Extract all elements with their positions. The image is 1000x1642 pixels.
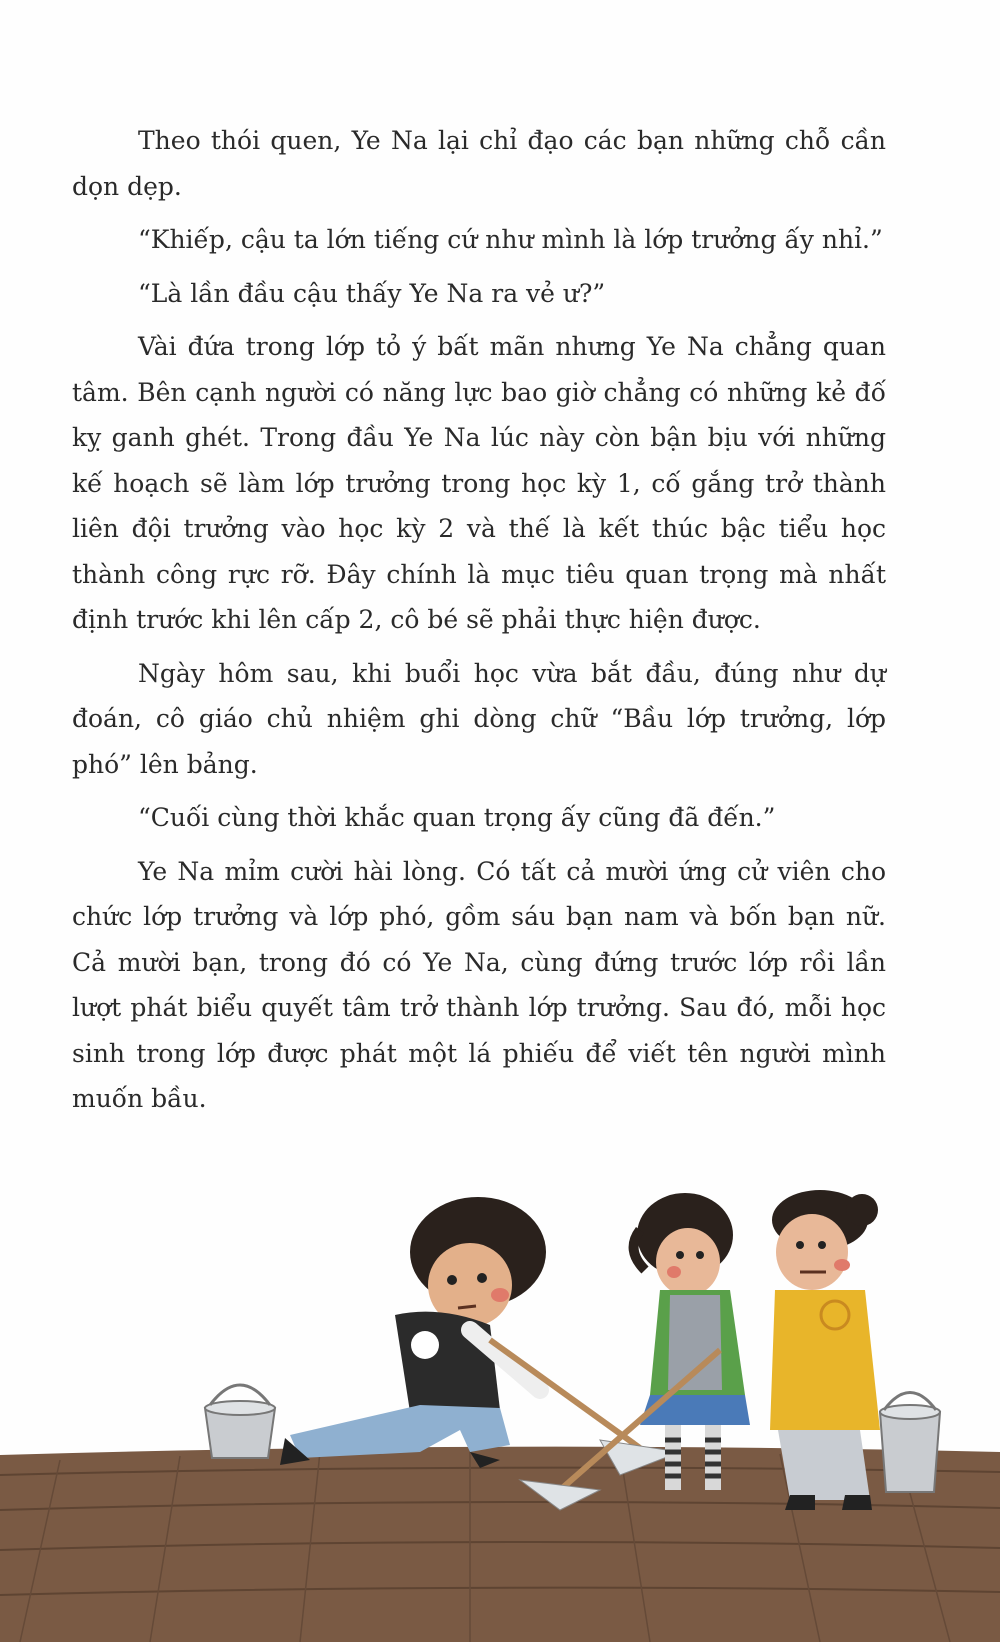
girl-green-character-icon [634, 1193, 750, 1490]
story-text [72, 118, 886, 1130]
paragraph-5: Ngày hôm sau, khi buổi học vừa bắt đầu, đúng như dự đoán, cô giáo chủ nhiệm ghi dòng chữ “Bầu lớp trưởng, lớp phó” lên bảng. [72, 658, 886, 779]
paragraph-3: “Là lần đầu cậu thấy Ye Na ra vẻ ư?” [138, 278, 606, 308]
paragraph-1: Theo thói quen, Ye Na lại chỉ đạo các bạn những chỗ cần dọn dẹp. [72, 126, 886, 201]
children-cleaning-illustration [0, 1190, 1000, 1642]
paragraph-4: Vài đứa trong lớp tỏ ý bất mãn nhưng Ye Na chẳng quan tâm. Bên cạnh người có năng lực bao giờ chẳng có những kẻ đố kỵ ganh ghét. Trong đầu Ye Na lúc này còn bận bịu với những kế hoạch sẽ làm lớp trưởng trong học kỳ 1, cố gắng trở thành liên đội trưởng vào học kỳ 2 và thế là kết thúc bậc tiểu học thành công rực rỡ. Đây chính là mục tiêu quan trọng mà nhất định trước khi lên cấp 2, cô bé sẽ phải thực hiện được. [72, 332, 886, 634]
paragraph-7: Ye Na mỉm cười hài lòng. Có tất cả mười ứng cử viên cho chức lớp trưởng và lớp phó, gồm sáu bạn nam và bốn bạn nữ. Cả mười bạn, trong đó có Ye Na, cùng đứng trước lớp rồi lần lượt phát biểu quyết tâm trở thành lớp trưởng. Sau đó, mỗi học sinh trong lớp được phát một lá phiếu để viết tên người mình muốn bầu. [72, 856, 886, 1113]
boy-character-icon [280, 1197, 546, 1468]
bucket-right-icon [880, 1393, 940, 1493]
paragraph-6: “Cuối cùng thời khắc quan trọng ấy cũng đã đến.” [138, 803, 776, 832]
girl-yellow-character-icon [770, 1190, 880, 1510]
paragraph-2: “Khiếp, cậu ta lớn tiếng cứ như mình là lớp trưởng ấy nhỉ.” [138, 225, 883, 254]
bucket-left-icon [205, 1385, 275, 1458]
